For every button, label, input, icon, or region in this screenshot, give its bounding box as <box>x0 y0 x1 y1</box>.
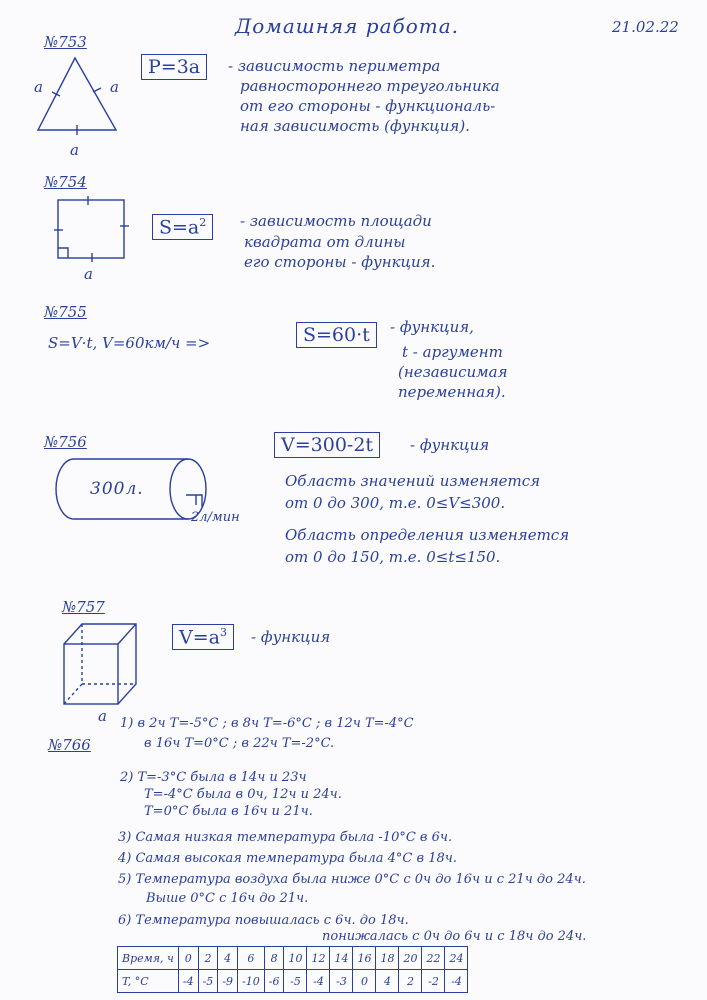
answer-766-line-2: в 16ч T=0°C ; в 22ч T=-2°C. <box>144 736 335 751</box>
text-754-line-1: - зависимость площади <box>240 212 432 230</box>
table-cell: 12 <box>307 947 330 970</box>
triangle-figure <box>38 58 118 138</box>
table-temp-header: T, °C <box>118 970 179 993</box>
problem-number-766: №766 <box>48 736 91 754</box>
text-755-line-3: (независимая <box>398 363 508 381</box>
given-755: S=V·t, V=60км/ч => <box>48 334 211 352</box>
table-cell: 8 <box>264 947 284 970</box>
text-753-line-3: от его стороны - функциональ- <box>240 97 496 115</box>
text-755-line-1: - функция, <box>390 318 474 336</box>
table-cell: 4 <box>376 970 399 993</box>
text-753-line-1: - зависимость периметра <box>228 57 441 75</box>
table-cell: 20 <box>399 947 422 970</box>
answer-766-line-6: 3) Самая низкая температура была -10°C в 6ч. <box>118 830 453 845</box>
square-side: a <box>84 265 93 283</box>
answer-766-line-9: Выше 0°C с 16ч до 21ч. <box>146 891 309 906</box>
tank-volume: 300л. <box>90 479 144 499</box>
table-cell: 10 <box>284 947 307 970</box>
table-cell: -4 <box>445 970 468 993</box>
answer-766-line-11: понижалась с 0ч до 6ч и с 18ч до 24ч. <box>322 929 587 944</box>
table-cell: 24 <box>445 947 468 970</box>
table-cell: -10 <box>238 970 265 993</box>
table-row <box>118 970 468 993</box>
table-cell: 22 <box>422 947 445 970</box>
problem-number-753: №753 <box>44 33 87 51</box>
text-753-line-4: ная зависимость (функция). <box>240 117 470 135</box>
formula-753: P=3a <box>141 54 207 80</box>
formula-754: $S=a^2$ <box>152 214 213 240</box>
triangle-side-bottom: a <box>70 141 79 159</box>
problem-number-756: №756 <box>44 433 87 451</box>
answer-766-line-10: 6) Температура повышалась с 6ч. до 18ч. <box>118 913 409 928</box>
triangle-side-right: a <box>110 78 119 96</box>
table-cell: 4 <box>218 947 238 970</box>
text-755-line-2: t - аргумент <box>402 343 503 361</box>
answer-766-line-8: 5) Температура воздуха была ниже 0°C с 0ч до 16ч и с 21ч до 24ч. <box>118 872 586 887</box>
problem-number-754: №754 <box>44 173 87 191</box>
table-cell: -2 <box>422 970 445 993</box>
text-755-line-4: переменная). <box>398 383 506 401</box>
cube-figure <box>64 624 144 710</box>
table-cell: -9 <box>218 970 238 993</box>
table-cell: -3 <box>330 970 353 993</box>
text-756-line-4: от 0 до 150, т.е. 0≤t≤150. <box>285 548 501 566</box>
temperature-table <box>117 946 468 993</box>
date: 21.02.22 <box>612 18 679 36</box>
answer-766-line-1: 1) в 2ч T=-5°C ; в 8ч T=-6°C ; в 12ч T=-4°C <box>120 716 414 731</box>
text-756-line-3: Область определения изменяется <box>285 526 570 544</box>
text-754-line-3: его стороны - функция. <box>244 253 436 271</box>
table-cell: 18 <box>376 947 399 970</box>
formula-756: V=300-2t <box>274 432 380 458</box>
formula-755: S=60·t <box>296 322 377 348</box>
table-cell: 6 <box>238 947 265 970</box>
answer-766-line-5: T=0°C была в 16ч и 21ч. <box>144 804 313 819</box>
problem-number-757: №757 <box>62 598 105 616</box>
formula-756-note: - функция <box>410 436 490 454</box>
text-753-line-2: равностороннего треугольника <box>240 77 500 95</box>
triangle-side-left: a <box>34 78 43 96</box>
square-figure <box>58 196 130 264</box>
table-cell: -6 <box>264 970 284 993</box>
answer-766-line-3: 2) T=-3°C была в 14ч и 23ч <box>120 770 307 785</box>
table-cell: 2 <box>198 947 218 970</box>
table-row <box>118 947 468 970</box>
table-cell: -5 <box>198 970 218 993</box>
flow-rate: 2л/мин <box>191 510 240 525</box>
problem-number-755: №755 <box>44 303 87 321</box>
text-756-line-2: от 0 до 300, т.е. 0≤V≤300. <box>285 494 506 512</box>
cube-side: a <box>98 707 107 725</box>
page-title: Домашняя работа. <box>235 14 459 38</box>
formula-757: $V=a^3$ <box>172 624 234 650</box>
table-cell: -4 <box>307 970 330 993</box>
text-754-line-2: квадрата от длины <box>244 233 406 251</box>
table-cell: 0 <box>178 947 198 970</box>
table-time-header: Время, ч <box>118 947 179 970</box>
formula-757-note: - функция <box>251 628 331 646</box>
answer-766-line-7: 4) Самая высокая температура была 4°C в 18ч. <box>118 851 457 866</box>
table-cell: 14 <box>330 947 353 970</box>
table-cell: -5 <box>284 970 307 993</box>
table-cell: -4 <box>178 970 198 993</box>
text-756-line-1: Область значений изменяется <box>285 472 541 490</box>
table-cell: 2 <box>399 970 422 993</box>
table-cell: 0 <box>353 970 376 993</box>
answer-766-line-4: T=-4°C была в 0ч, 12ч и 24ч. <box>144 787 342 802</box>
table-cell: 16 <box>353 947 376 970</box>
